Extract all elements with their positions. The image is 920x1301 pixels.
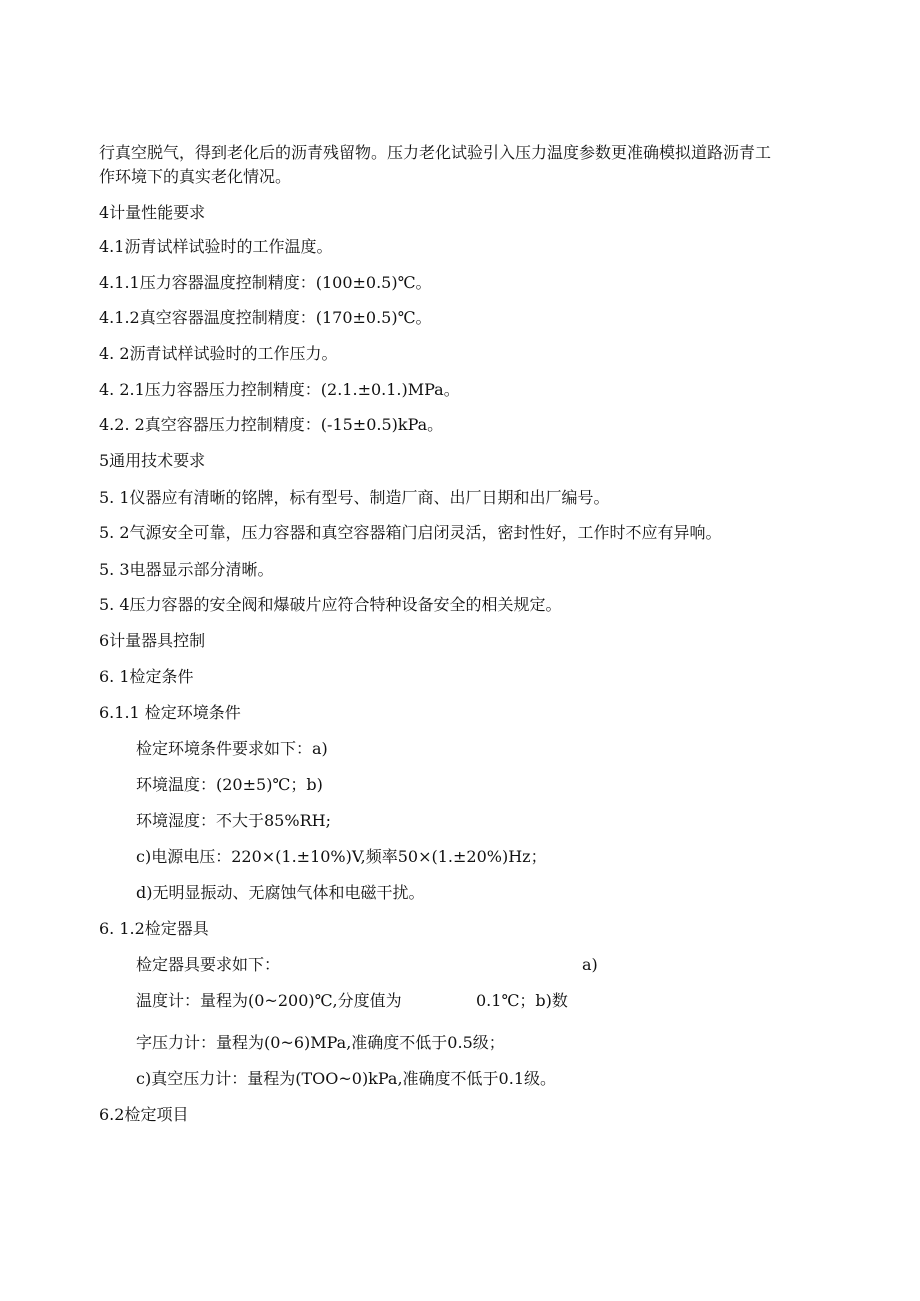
requirement-line: 环境温度：(20±5)℃；b) bbox=[136, 775, 323, 794]
requirement-line-fragment: 0.1℃；b)数 bbox=[476, 991, 568, 1010]
clause-item: 5. 1仪器应有清晰的铭牌，标有型号、制造厂商、出厂日期和出厂编号。 bbox=[99, 488, 610, 507]
clause-item: 4.1沥青试样试验时的工作温度。 bbox=[99, 237, 333, 256]
clause-item: 6.1.1 检定环境条件 bbox=[99, 703, 241, 722]
section-heading: 5通用技术要求 bbox=[99, 451, 206, 470]
list-marker: a) bbox=[582, 955, 598, 974]
clause-item: 4.1.2真空容器温度控制精度：(170±0.5)℃。 bbox=[99, 308, 432, 327]
clause-item: 5. 4压力容器的安全阀和爆破片应符合特种设备安全的相关规定。 bbox=[99, 595, 562, 614]
requirement-line: d)无明显振动、无腐蚀气体和电磁干扰。 bbox=[136, 883, 425, 902]
clause-item: 4.1.1压力容器温度控制精度：(100±0.5)℃。 bbox=[99, 273, 432, 292]
requirement-line: 环境湿度：不大于85%RH; bbox=[136, 811, 331, 830]
clause-item: 6. 1检定条件 bbox=[99, 667, 194, 686]
clause-item: 5. 3电器显示部分清晰。 bbox=[99, 560, 274, 579]
clause-item: 6.2检定项目 bbox=[99, 1105, 189, 1124]
section-heading: 4计量性能要求 bbox=[99, 203, 206, 222]
clause-item: 4. 2沥青试样试验时的工作压力。 bbox=[99, 344, 338, 363]
clause-item: 5. 2气源安全可靠，压力容器和真空容器箱门启闭灵活，密封性好，工作时不应有异响。 bbox=[99, 523, 722, 542]
clause-item: 4.2. 2真空容器压力控制精度：(-15±0.5)kPa。 bbox=[99, 415, 444, 434]
paragraph-line: 作环境下的真实老化情况。 bbox=[99, 167, 292, 186]
section-heading: 6计量器具控制 bbox=[99, 631, 206, 650]
requirement-line: 字压力计：量程为(0~6)MPa,准确度不低于0.5级； bbox=[136, 1033, 505, 1052]
requirement-line: c)真空压力计：量程为(TOO~0)kPa,准确度不低于0.1级。 bbox=[136, 1069, 556, 1088]
requirement-line: 温度计：量程为(0~200)℃,分度值为 bbox=[136, 991, 402, 1010]
requirement-line: 检定器具要求如下： bbox=[136, 955, 281, 974]
clause-item: 6. 1.2检定器具 bbox=[99, 919, 209, 938]
clause-item: 4. 2.1压力容器压力控制精度：(2.1.±0.1.)MPa。 bbox=[99, 380, 460, 399]
requirement-line: c)电源电压：220×(1.±10%)V,频率50×(1.±20%)Hz； bbox=[136, 847, 547, 866]
paragraph-line: 行真空脱气，得到老化后的沥青残留物。压力老化试验引入压力温度参数更准确模拟道路沥青工 bbox=[99, 143, 772, 162]
requirement-line: 检定环境条件要求如下：a) bbox=[136, 739, 328, 758]
